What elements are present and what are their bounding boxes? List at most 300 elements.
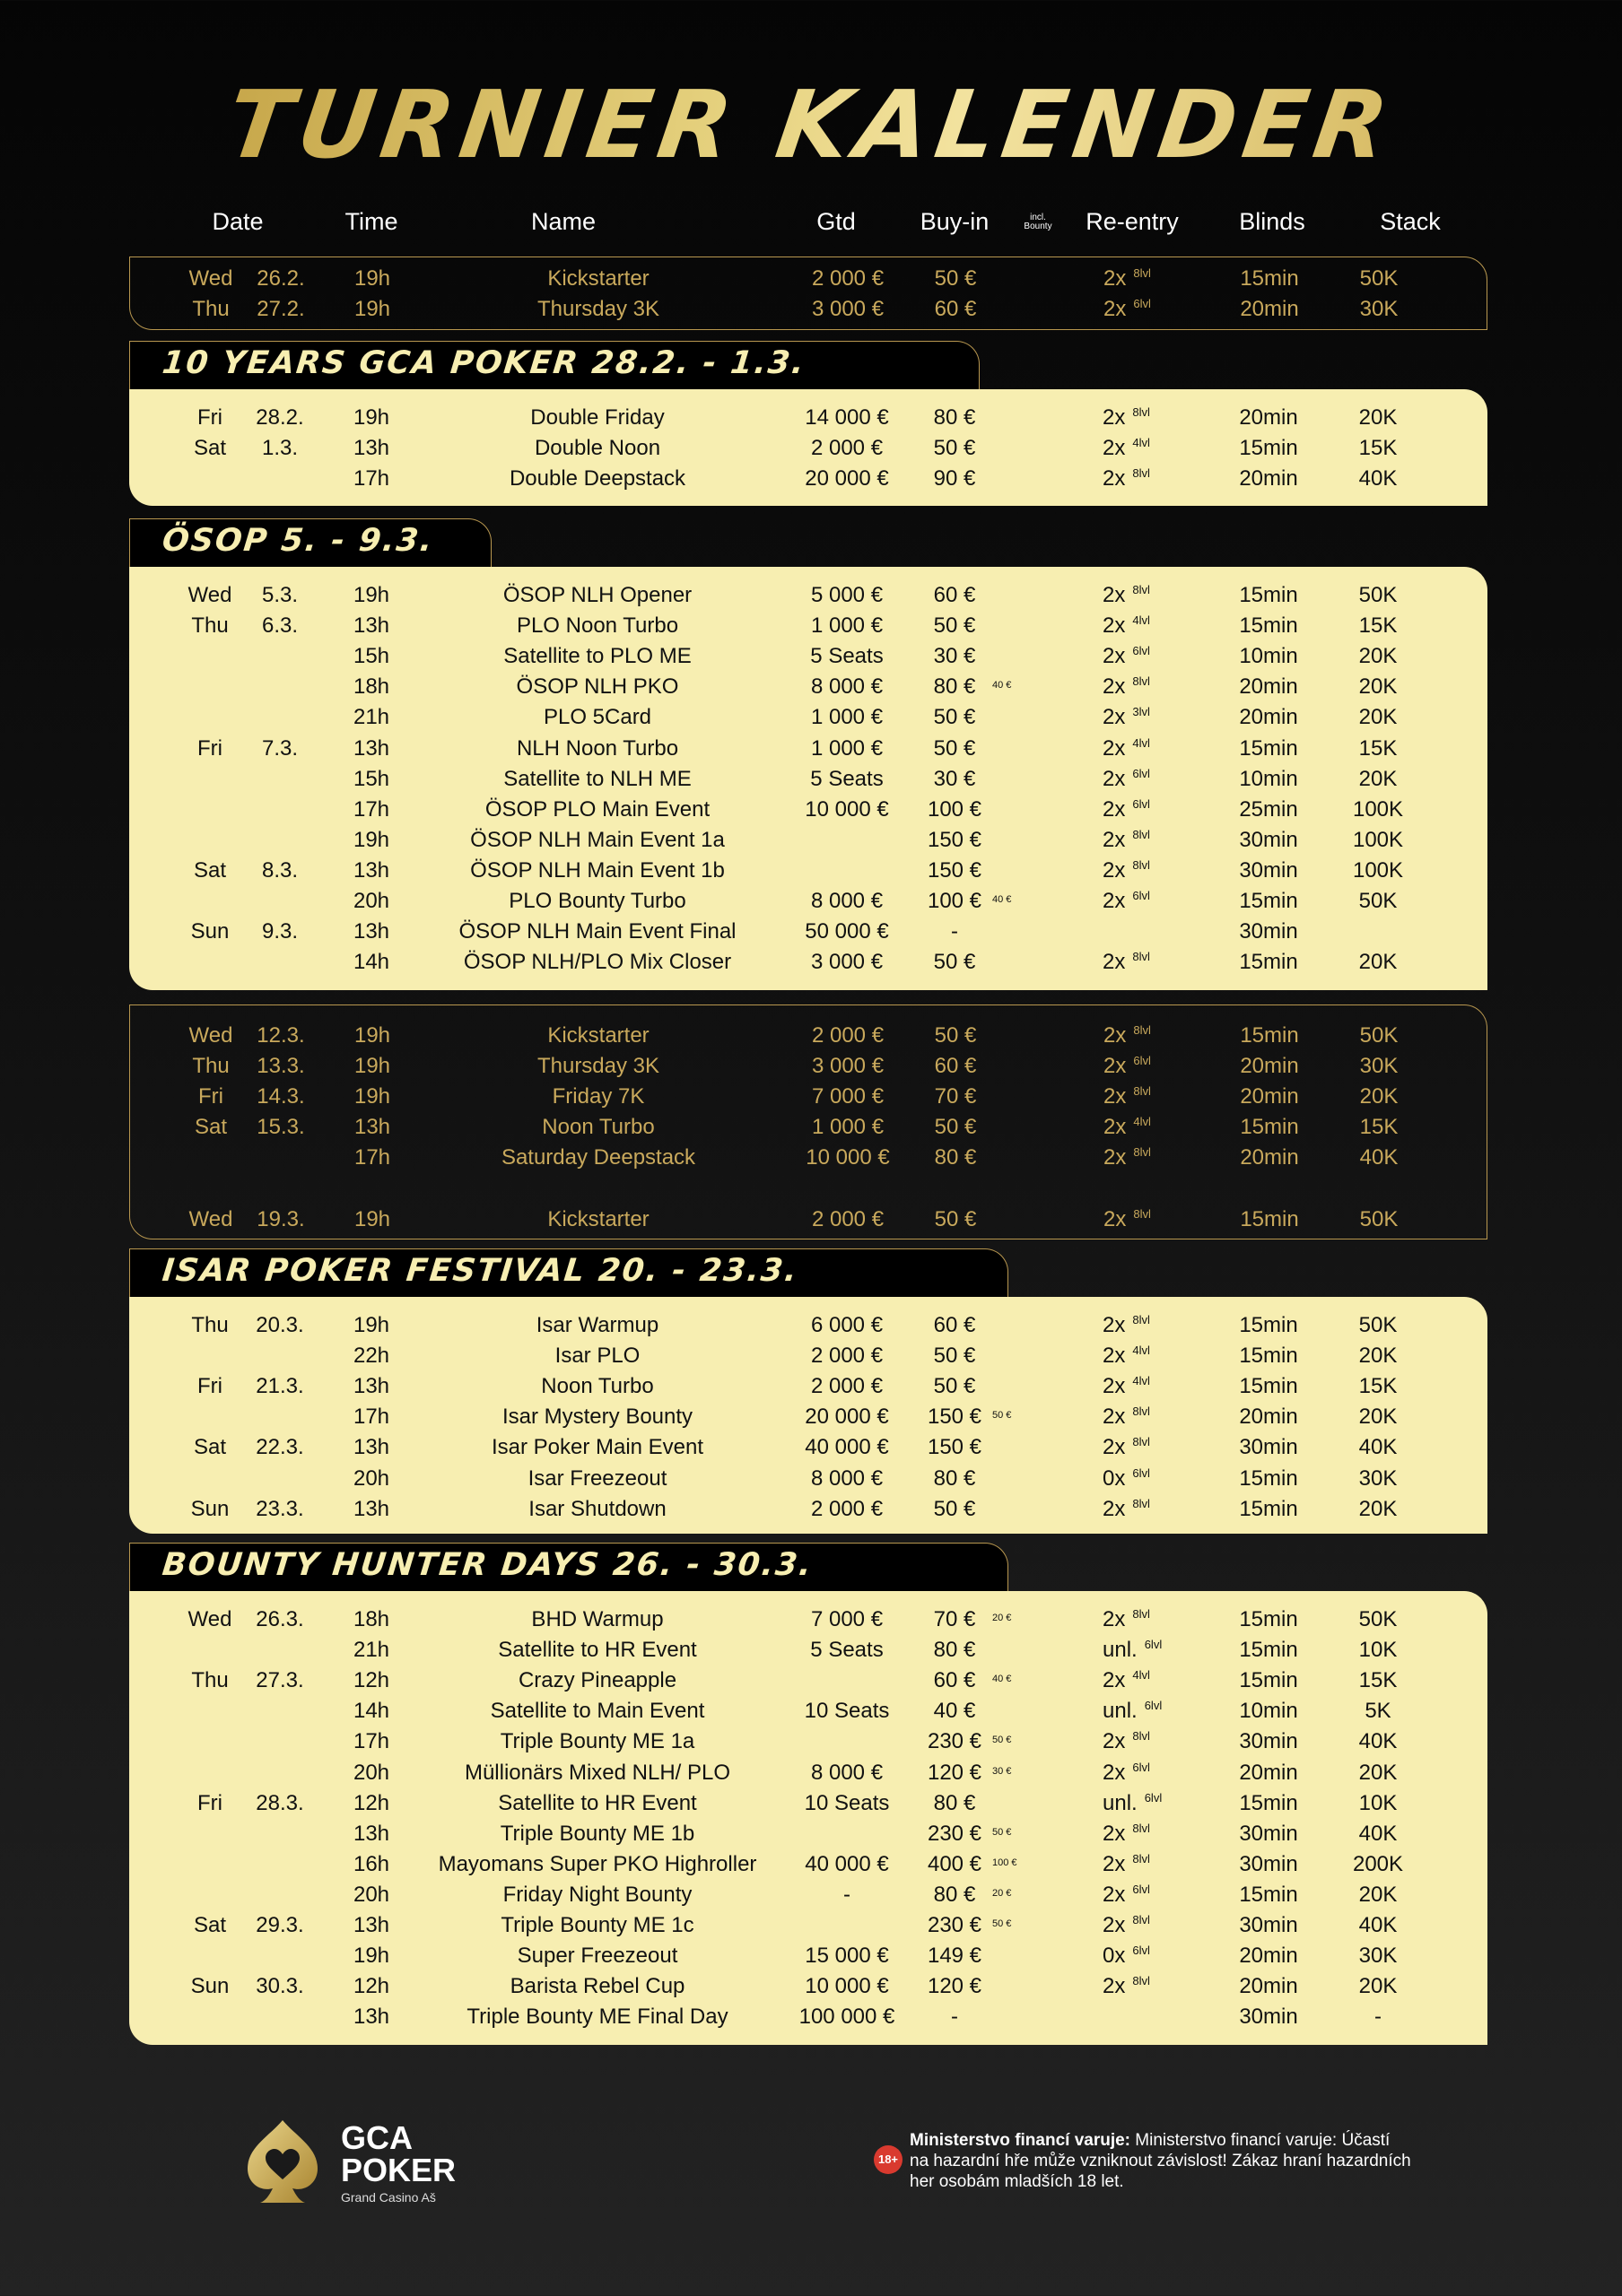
cell-gtd: 5 Seats [810,1638,884,1663]
reentry-levels: 8lvl [1132,1496,1150,1510]
cell-date: 21.3. [256,1374,304,1399]
cell-buyin: 30 € [933,644,976,669]
cell-time: 19h [353,583,390,607]
cell-buyin: 100 € [927,889,982,913]
cell-buyin: 60 € [933,1313,976,1337]
cell-blinds: 30min [1239,1435,1298,1460]
cell-name: Crazy Pineapple [518,1668,677,1693]
cell-time: 13h [353,1496,390,1521]
cell-gtd: 5 Seats [810,644,884,669]
cell-name: Isar Shutdown [528,1496,667,1521]
cell-time: 13h [353,1435,390,1460]
reentry-count: 2x [1103,1882,1126,1907]
logo-text-gca: GCA [341,2119,413,2156]
table-row [129,919,1487,950]
cell-name: Satellite to HR Event [498,1638,697,1663]
reentry-count: 2x [1103,1313,1126,1337]
cell-stack: 15K [1359,1115,1399,1140]
reentry-count: unl. [1103,1699,1138,1724]
cell-name: Friday Night Bounty [502,1882,693,1907]
reentry-levels: 6lvl [1144,1638,1163,1652]
cell-gtd: 8 000 € [810,674,884,700]
table-row [129,644,1487,674]
cell-reentry [1103,705,1150,730]
reentry-levels: 8lvl [1133,1023,1151,1037]
cell-day: Wed [187,1607,232,1631]
cell-name: ÖSOP NLH Opener [502,583,693,607]
reentry-levels: 8lvl [1132,674,1150,689]
cell-date: 7.3. [261,735,299,761]
cell-gtd: 10 000 € [806,1145,890,1170]
cell-stack: 15K [1358,1668,1398,1693]
cell-buyin: 120 € [927,1760,982,1785]
cell-stack: 20K [1358,950,1398,975]
schedule-block [129,1297,1487,1534]
reentry-count: 2x [1103,674,1126,700]
reentry-count: 2x [1103,1607,1126,1631]
cell-blinds: 30min [1239,857,1298,883]
cell-gtd: 3 000 € [811,297,885,322]
cell-stack: 40K [1359,1145,1399,1170]
cell-reentry [1103,1084,1151,1109]
cell-gtd: 2 000 € [811,1206,885,1231]
cell-reentry [1103,1313,1150,1338]
reentry-count: 2x [1103,405,1126,430]
cell-buyin: 50 € [933,1496,976,1521]
cell-time: 13h [353,436,390,461]
cell-date: 12.3. [257,1023,305,1048]
cell-blinds: 20min [1239,674,1298,700]
cell-blinds: 15min [1240,1206,1299,1231]
cell-buyin: 150 € [927,857,982,883]
table-row [129,674,1487,705]
section-heading: 10 YEARS GCA POKER 28.2. - 1.3. [160,345,807,381]
cell-reentry [1103,1374,1150,1399]
reentry-levels: 8lvl [1132,466,1150,481]
table-row [129,889,1487,919]
cell-time: 13h [353,1115,391,1140]
header-stack: Stack [1380,208,1441,235]
reentry-count: 2x [1103,1054,1127,1079]
cell-stack: 20K [1358,1974,1398,1999]
reentry-count: 2x [1103,1435,1126,1460]
section-heading: BOUNTY HUNTER DAYS 26. - 30.3. [160,1547,815,1583]
reentry-levels: 3lvl [1132,705,1150,719]
cell-gtd: 2 000 € [811,1023,885,1048]
cell-name: Kickstarter [547,1206,650,1231]
cell-stack: 50K [1359,1206,1399,1231]
reentry-levels: 6lvl [1132,644,1150,658]
cell-date: 5.3. [261,583,299,607]
cell-time: 15h [353,644,390,669]
schedule-block [129,257,1487,330]
cell-name: Satellite to PLO ME [503,644,692,669]
cell-buyin: 80 € [933,674,976,700]
cell-day: Wed [188,266,233,291]
cell-name: Satellite to Main Event [490,1699,705,1724]
cell-stack: 20K [1358,766,1398,791]
table-row [129,1944,1487,1974]
reentry-count: 2x [1103,466,1126,491]
page-title: TURNIER KALENDER [0,70,1622,179]
cell-name: ÖSOP NLH/PLO Mix Closer [463,950,732,975]
cell-blinds: 15min [1239,1790,1298,1815]
cell-name: Triple Bounty ME 1a [500,1729,695,1754]
section-heading: ISAR POKER FESTIVAL 20. - 23.3. [160,1253,800,1289]
table-row [129,767,1487,797]
reentry-levels: 6lvl [1132,1882,1150,1896]
cell-blinds: 15min [1240,1023,1299,1048]
cell-stack: 50K [1358,583,1398,607]
logo-subtitle: Grand Casino Aš [341,2190,436,2205]
reentry-count: 2x [1103,1729,1126,1754]
cell-buyin: 230 € [927,1729,982,1754]
cell-bounty: 100 € [992,1857,1017,1868]
cell-stack: 40K [1358,466,1398,491]
cell-reentry [1103,2005,1110,2030]
table-row [129,1791,1487,1822]
cell-blinds: 15min [1240,266,1299,291]
cell-time: 18h [353,1607,390,1631]
cell-stack: 50K [1359,266,1399,291]
cell-buyin: 90 € [933,466,976,491]
reentry-levels: 6lvl [1144,1790,1163,1805]
reentry-levels: 4lvl [1133,1115,1151,1129]
cell-stack: 40K [1358,1435,1398,1460]
cell-blinds: 30min [1239,2005,1298,2030]
cell-day: Fri [197,1374,222,1399]
cell-buyin: 230 € [927,1821,982,1846]
cell-blinds: 20min [1240,1145,1299,1170]
cell-stack: 20K [1358,405,1398,430]
cell-name: Noon Turbo [542,1115,655,1140]
cell-stack: - [1374,2005,1382,2030]
cell-date: 28.3. [256,1790,304,1815]
table-row [129,1883,1487,1913]
reentry-count: 2x [1103,613,1126,639]
cell-date: 28.2. [256,405,304,430]
cell-time: 22h [353,1344,390,1369]
cell-reentry [1103,1466,1150,1492]
cell-time: 19h [353,266,391,291]
cell-stack: 20K [1358,674,1398,700]
cell-date: 13.3. [257,1054,305,1079]
cell-stack: 15K [1358,613,1398,639]
cell-stack: 30K [1358,1465,1398,1491]
table-row [130,1207,1488,1238]
cell-reentry [1103,1023,1151,1048]
cell-time: 13h [353,919,390,944]
spade-heart-icon [242,2117,323,2206]
cell-buyin: 149 € [927,1944,982,1969]
cell-reentry [1103,297,1151,322]
cell-day: Fri [197,735,222,761]
cell-stack: 20K [1358,1405,1398,1430]
cell-bounty: 30 € [992,1765,1012,1777]
cell-buyin: 60 € [933,1668,976,1693]
cell-stack: 20K [1358,1344,1398,1369]
cell-blinds: 15min [1239,583,1298,607]
cell-gtd: 40 000 € [805,1435,889,1460]
cell-gtd: 7 000 € [810,1607,884,1631]
cell-buyin: 150 € [927,1405,982,1430]
cell-blinds: 20min [1239,1974,1298,1999]
cell-day: Thu [192,297,230,322]
cell-name: Satellite to NLH ME [503,766,692,791]
cell-time: 19h [353,1054,391,1079]
cell-name: NLH Noon Turbo [516,735,679,761]
cell-stack: 10K [1358,1790,1398,1815]
cell-buyin: 80 € [933,1790,976,1815]
cell-time: 18h [353,674,390,700]
header-date: Date [212,208,264,235]
cell-blinds: 15min [1239,950,1298,975]
cell-name: Isar Freezeout [528,1465,667,1491]
cell-blinds: 30min [1239,1821,1298,1846]
cell-reentry [1103,736,1150,761]
table-row [129,1822,1487,1852]
cell-blinds: 20min [1240,1054,1299,1079]
reentry-count: 2x [1103,1851,1126,1876]
cell-gtd: 20 000 € [805,466,889,491]
cell-time: 12h [353,1790,390,1815]
cell-day: Sat [193,436,227,461]
cell-date: 29.3. [256,1913,304,1937]
cell-buyin: 80 € [933,1882,976,1907]
table-row [130,1177,1488,1207]
cell-time: 19h [353,827,390,852]
cell-buyin: 50 € [933,436,976,461]
cell-stack: 100K [1352,796,1404,822]
cell-time: 20h [353,889,390,913]
cell-time: 19h [353,405,390,430]
table-row [129,1974,1487,2005]
cell-gtd: 1 000 € [810,735,884,761]
cell-gtd: 5 000 € [810,583,884,607]
cell-stack: 20K [1358,1760,1398,1785]
table-row [129,1638,1487,1668]
cell-date: 26.2. [257,266,305,291]
cell-reentry [1103,1668,1150,1693]
cell-date: 15.3. [257,1115,305,1140]
cell-time: 17h [353,1145,391,1170]
cell-time: 16h [353,1851,390,1876]
cell-day: Sat [193,857,227,883]
cell-name: Triple Bounty ME 1b [500,1821,695,1846]
table-row [129,858,1487,889]
cell-day: Sat [194,1115,228,1140]
cell-blinds: 15min [1239,1465,1298,1491]
reentry-count: 2x [1103,1115,1127,1140]
reentry-count: 0x [1103,1944,1126,1969]
cell-stack: 40K [1358,1913,1398,1937]
reentry-count: 2x [1103,297,1127,322]
cell-buyin: 80 € [933,1638,976,1663]
cell-stack: 20K [1358,705,1398,730]
reentry-levels: 4lvl [1132,613,1150,628]
cell-date: 23.3. [256,1496,304,1521]
cell-date: 22.3. [256,1435,304,1460]
table-row [130,1115,1488,1145]
reentry-count: 2x [1103,735,1126,761]
cell-gtd: 6 000 € [810,1313,884,1337]
cell-buyin: 50 € [933,1374,976,1399]
table-row [129,1729,1487,1760]
cell-buyin: 80 € [933,405,976,430]
reentry-levels: 8lvl [1132,857,1150,872]
reentry-levels: 8lvl [1132,405,1150,419]
cell-gtd: 8 000 € [810,1465,884,1491]
cell-time: 17h [353,1729,390,1754]
cell-reentry [1103,767,1150,792]
cell-reentry [1103,1145,1151,1170]
cell-reentry [1103,266,1151,291]
cell-blinds: 20min [1240,1084,1299,1109]
cell-blinds: 20min [1240,297,1299,322]
cell-blinds: 20min [1239,466,1298,491]
reentry-levels: 8lvl [1132,1435,1150,1449]
reentry-levels: 6lvl [1132,1944,1150,1958]
cell-day: Sun [190,1496,230,1521]
table-row [129,436,1487,466]
cell-blinds: 30min [1239,919,1298,944]
cell-blinds: 10min [1239,1699,1298,1724]
reentry-count: 2x [1103,1023,1127,1048]
gca-poker-logo [242,2117,511,2224]
cell-buyin: - [951,2005,958,2030]
cell-name: Satellite to HR Event [498,1790,697,1815]
cell-buyin: 60 € [934,297,977,322]
cell-buyin: 50 € [933,1344,976,1369]
cell-day: Sun [190,1974,230,1999]
cell-stack: 50K [1358,1313,1398,1337]
cell-reentry [1103,1822,1150,1847]
logo-text-poker: POKER [341,2152,457,2188]
cell-time: 19h [353,1944,390,1969]
section-heading-tab [129,1543,1008,1591]
reentry-levels: 8lvl [1132,1821,1150,1835]
cell-bounty: 20 € [992,1613,1012,1623]
cell-date: 26.3. [256,1607,304,1631]
header-buyin: Buy-in [920,208,990,235]
cell-blinds: 10min [1239,644,1298,669]
header-time: Time [344,208,398,235]
cell-gtd: 8 000 € [810,1760,884,1785]
legal-warning: Ministerstvo financí varuje: Ministerstvo financí varuje: Účastí na hazardní hře může vzniknout závislost! Zákaz hraní hazardních her osobám mladších 18 let. [910,2131,1411,2191]
cell-stack: 100K [1352,857,1404,883]
cell-blinds: 25min [1239,796,1298,822]
section-heading-tab [129,518,492,567]
cell-name: Isar Poker Main Event [491,1435,704,1460]
cell-reentry [1103,1761,1150,1786]
reentry-levels: 6lvl [1132,1465,1150,1480]
table-row [130,297,1488,327]
cell-reentry [1103,1435,1150,1460]
cell-buyin: 50 € [933,613,976,639]
table-row [129,1435,1487,1465]
table-header [0,208,1622,244]
cell-buyin: 400 € [927,1851,982,1876]
cell-buyin: 100 € [927,796,982,822]
table-row [130,1023,1488,1054]
reentry-count: 2x [1103,1206,1127,1231]
reentry-levels: 4lvl [1132,1374,1150,1388]
header-reentry: Re-entry [1086,208,1179,235]
cell-gtd: 15 000 € [805,1944,889,1969]
cell-name: Barista Rebel Cup [510,1974,685,1999]
cell-name: Isar Mystery Bounty [501,1405,693,1430]
header-incl-bounty: incl. Bounty [1024,213,1052,231]
table-row [130,266,1488,297]
cell-gtd: 40 000 € [805,1851,889,1876]
cell-buyin: 150 € [927,1435,982,1460]
cell-blinds: 20min [1239,1944,1298,1969]
table-row [129,1607,1487,1638]
cell-buyin: 50 € [933,705,976,730]
cell-gtd: 3 000 € [811,1054,885,1079]
cell-blinds: 15min [1239,1668,1298,1693]
cell-time: 19h [353,1206,391,1231]
cell-gtd: 1 000 € [811,1115,885,1140]
cell-stack: 30K [1359,297,1399,322]
cell-name: PLO Noon Turbo [516,613,679,639]
reentry-levels: 8lvl [1132,1729,1150,1744]
cell-date: 27.3. [256,1668,304,1693]
reentry-levels: 8lvl [1132,583,1150,596]
cell-reentry [1103,1699,1162,1724]
cell-buyin: 70 € [934,1084,977,1109]
cell-reentry [1103,797,1150,822]
reentry-count: 2x [1103,1344,1126,1369]
cell-bounty: 40 € [992,680,1012,691]
cell-stack: 40K [1358,1821,1398,1846]
reentry-count: 2x [1103,1974,1126,1999]
cell-buyin: - [951,919,958,944]
cell-blinds: 15min [1239,1496,1298,1521]
table-row [129,950,1487,980]
cell-bounty: 40 € [992,894,1012,905]
reentry-levels: 6lvl [1144,1699,1163,1713]
cell-time: 13h [353,2005,390,2030]
cell-stack: 20K [1358,1496,1398,1521]
reentry-levels: 8lvl [1132,950,1150,964]
cell-gtd: 14 000 € [805,405,889,430]
table-row [129,1374,1487,1405]
cell-blinds: 10min [1239,766,1298,791]
cell-reentry [1103,1944,1150,1969]
reentry-levels: 4lvl [1132,735,1150,750]
cell-reentry [1103,1729,1150,1754]
cell-bounty: 50 € [992,1410,1012,1422]
cell-time: 17h [353,466,390,491]
cell-day: Fri [197,405,222,430]
cell-stack: 30K [1358,1944,1398,1969]
cell-blinds: 15min [1239,889,1298,913]
reentry-count: unl. [1103,1790,1138,1815]
cell-gtd: 2 000 € [810,436,884,461]
cell-buyin: 50 € [934,1115,977,1140]
reentry-levels: 6lvl [1132,1760,1150,1774]
cell-time: 12h [353,1668,390,1693]
cell-name: Double Noon [534,436,661,461]
cell-buyin: 30 € [933,766,976,791]
reentry-count: 2x [1103,796,1126,822]
reentry-levels: 8lvl [1132,1313,1150,1326]
cell-blinds: 30min [1239,1851,1298,1876]
section-heading: ÖSOP 5. - 9.3. [160,523,436,559]
cell-gtd: 10 000 € [805,1974,889,1999]
cell-reentry [1103,889,1150,914]
